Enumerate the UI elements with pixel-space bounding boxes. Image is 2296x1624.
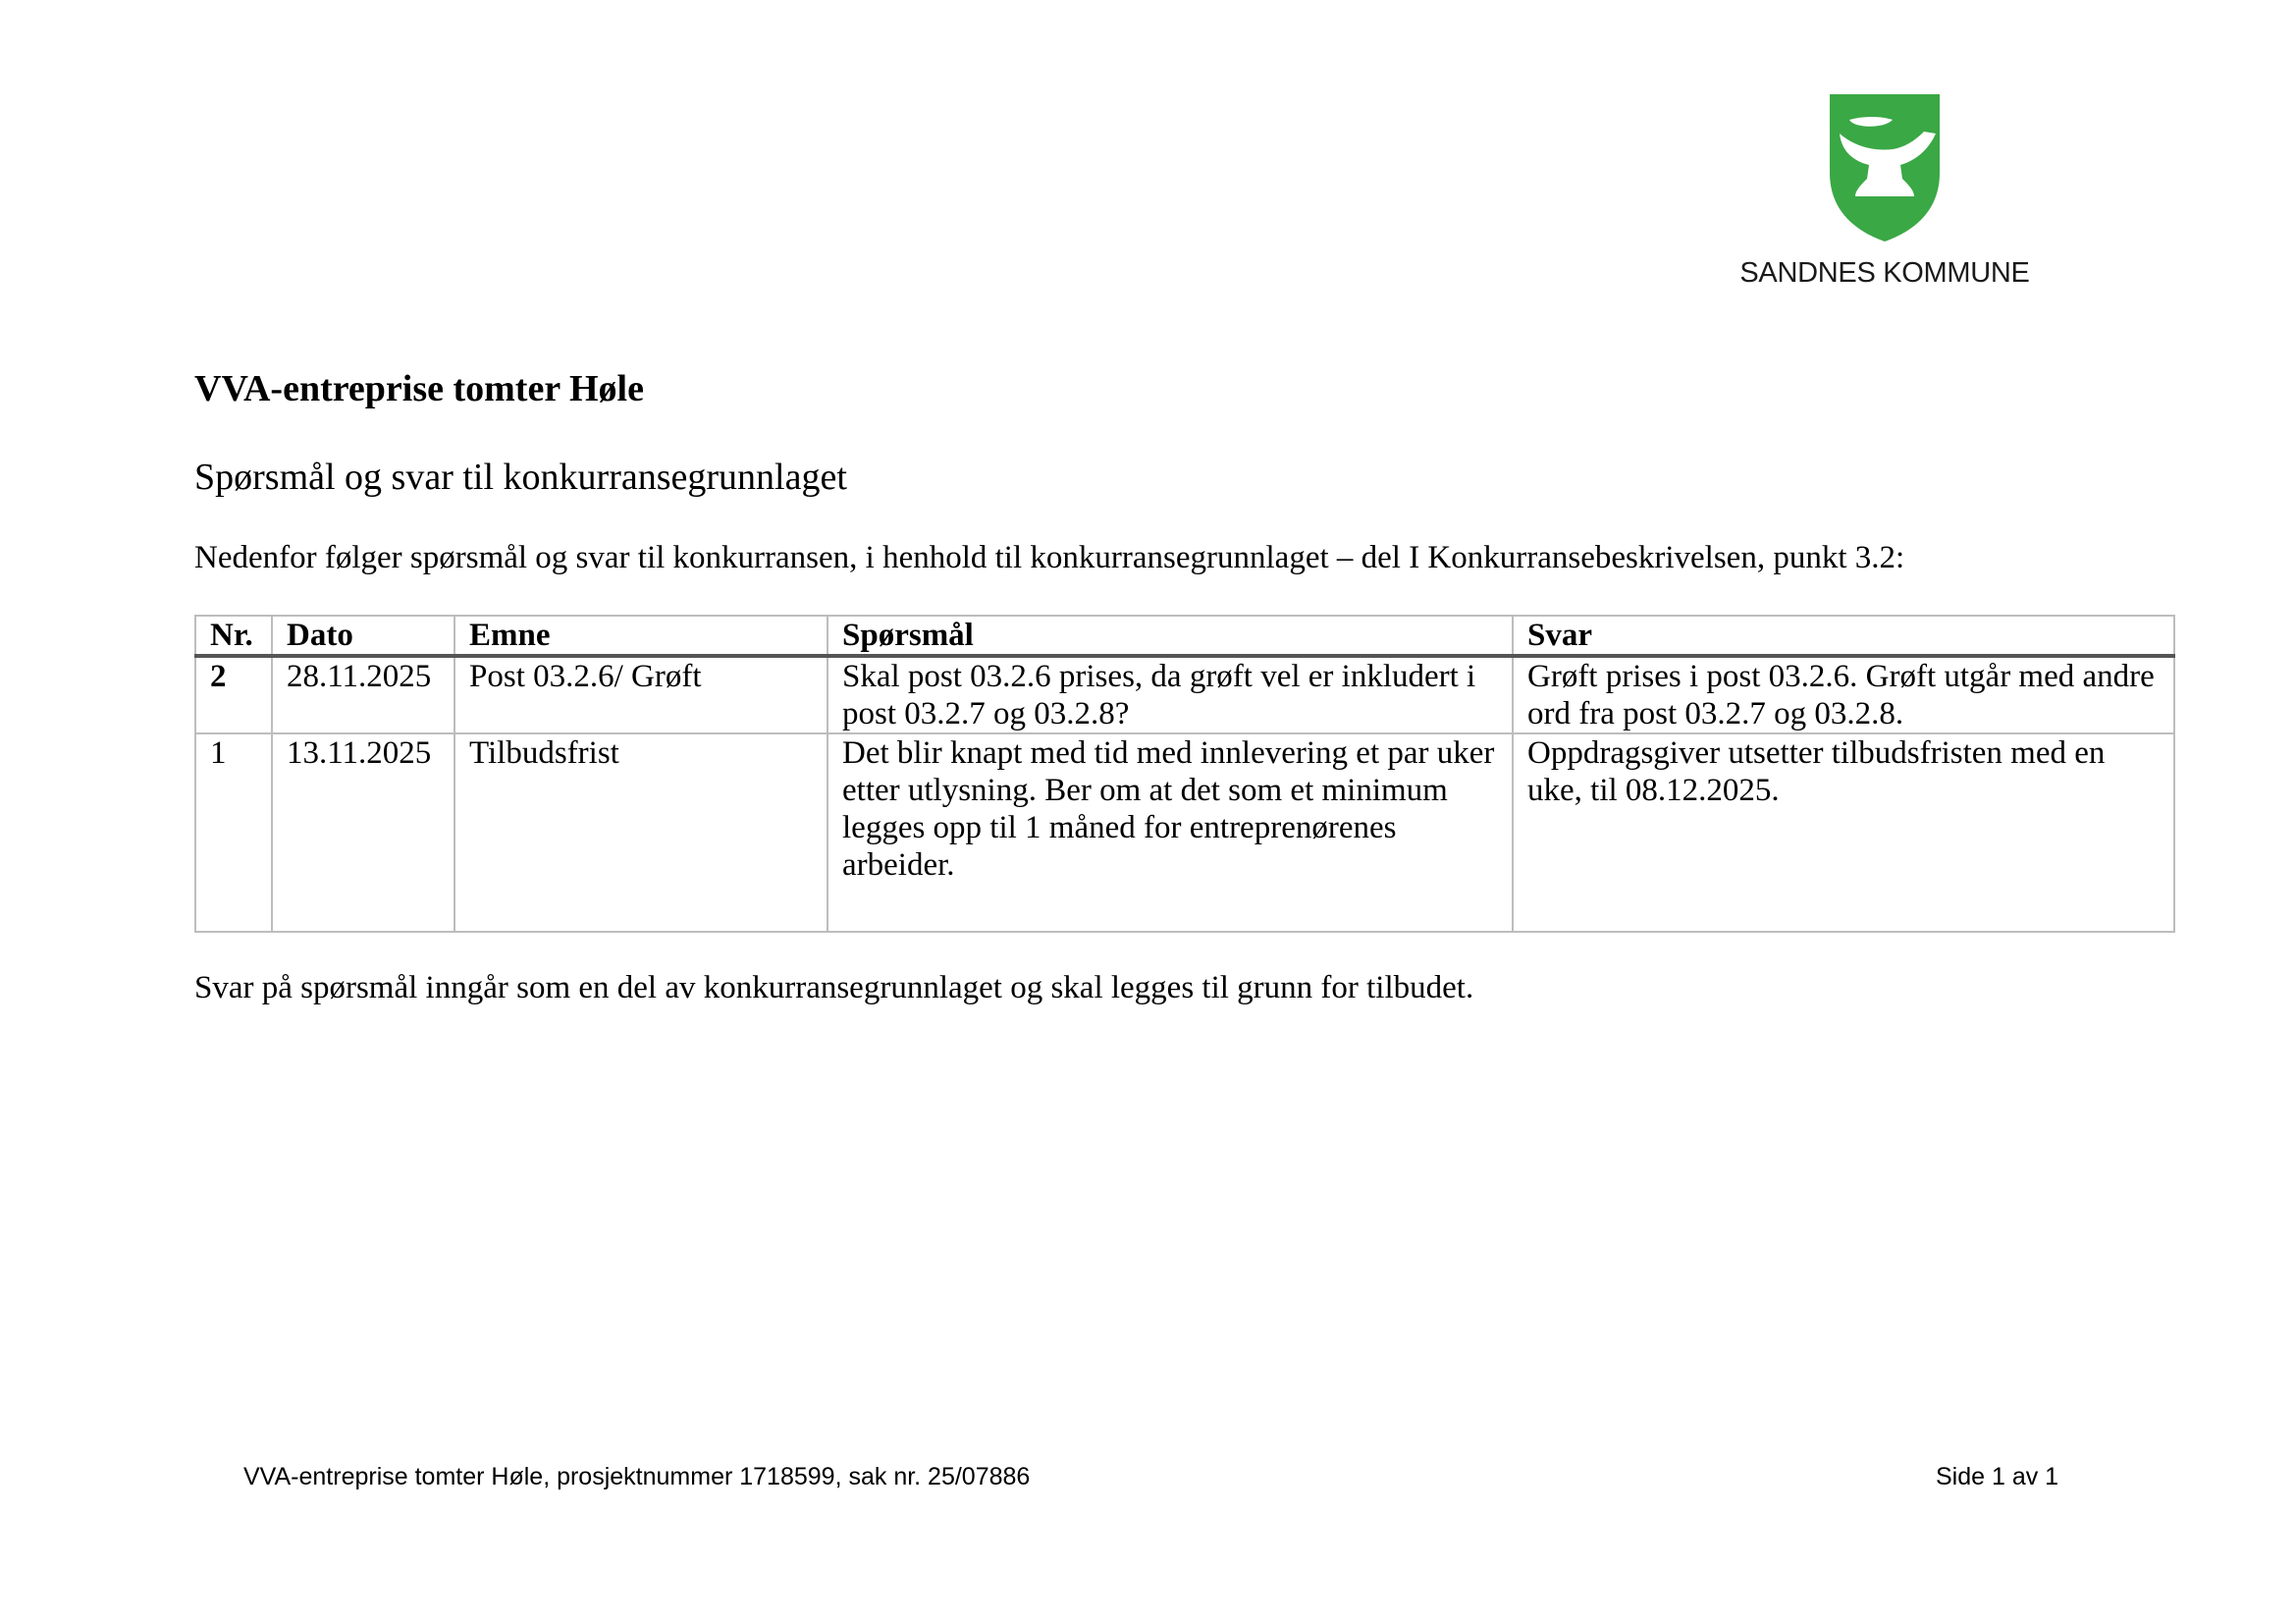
- table-row: [195, 656, 2174, 733]
- oil-lamp-shield-icon: [1830, 94, 1940, 242]
- cell-nr: 1: [195, 733, 272, 932]
- cell-dato: 13.11.2025: [272, 733, 454, 932]
- header-svar: Svar: [1513, 616, 2174, 656]
- table-header-row: [195, 616, 2174, 656]
- cell-emne: Tilbudsfrist: [454, 733, 828, 932]
- cell-sporsmal: Skal post 03.2.6 prises, da grøft vel er inkludert i post 03.2.7 og 03.2.8?: [828, 656, 1513, 733]
- cell-emne: Post 03.2.6/ Grøft: [454, 656, 828, 733]
- qa-table: [194, 615, 2175, 933]
- footer-project-info: VVA-entreprise tomter Høle, prosjektnummer 1718599, sak nr. 25/07886: [243, 1463, 1031, 1490]
- municipality-logo: [1737, 94, 2032, 300]
- footer-page-number: Side 1 av 1: [1936, 1463, 2059, 1490]
- header-nr: Nr.: [195, 616, 272, 656]
- intro-paragraph: Nedenfor følger spørsmål og svar til konkurransen, i henhold til konkurransegrunnlaget – del I Konkurransebeskrivelsen, punkt 3.2:: [194, 540, 1905, 575]
- header-dato: Dato: [272, 616, 454, 656]
- header-emne: Emne: [454, 616, 828, 656]
- logo-text: SANDNES KOMMUNE: [1739, 257, 2030, 289]
- cell-svar: Oppdragsgiver utsetter tilbudsfristen med en uke, til 08.12.2025.: [1513, 733, 2174, 932]
- table-row: [195, 733, 2174, 932]
- cell-sporsmal: Det blir knapt med tid med innlevering et par uker etter utlysning. Ber om at det som et minimum legges opp til 1 måned for entreprenørenes arbeider.: [828, 733, 1513, 932]
- cell-svar: Grøft prises i post 03.2.6. Grøft utgår med andre ord fra post 03.2.7 og 03.2.8.: [1513, 656, 2174, 733]
- cell-nr: 2: [195, 656, 272, 733]
- cell-dato: 28.11.2025: [272, 656, 454, 733]
- document-subtitle: Spørsmål og svar til konkurransegrunnlaget: [194, 457, 847, 498]
- header-sporsmal: Spørsmål: [828, 616, 1513, 656]
- document-title: VVA-entreprise tomter Høle: [194, 368, 644, 409]
- closing-paragraph: Svar på spørsmål inngår som en del av konkurransegrunnlaget og skal legges til grunn for tilbudet.: [194, 970, 1474, 1005]
